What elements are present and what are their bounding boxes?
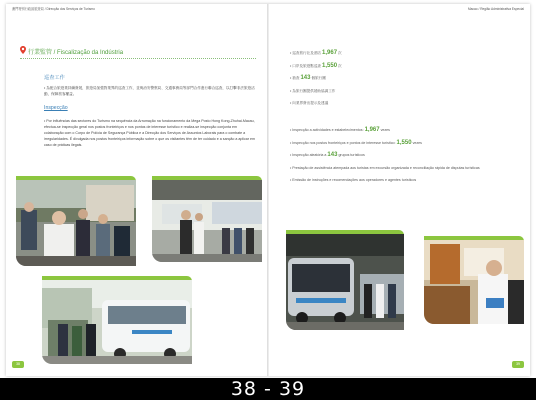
photo-bus-inspection (42, 280, 192, 364)
stat-item: • Inspecção nos postos fronteiriços e pontos de interesse turístico: 1,550 vezes (290, 139, 422, 146)
stat-item: • Inspecção aleatória a 143 grupos turísticos (290, 152, 365, 158)
left-page (6, 4, 268, 376)
stats-list-portuguese (290, 128, 518, 191)
paragraph-portuguese: • Por influências das sectores do Turismo na sequência da Arrumação na funcionamento da Mega Posto Hong Kong-Zhuhai-Macau, efectua-se inspecção geral nos postos fronteiriços e nos pontos de interesse turístico e realiza-se inspecção conjunta em colaboração com o Corpo de Polícia de Segurança Pública e a Direcção dos Serviços de Assuntos Laborais para o combate a irregularidades. É divulgada nos postos fronteiriços informação sobre o que os visitantes têm de ter cuidado e a sanção a aplicar em caso de práticas ilegais. (44, 119, 255, 147)
right-page (268, 4, 530, 376)
page-number-left: 38 (12, 361, 24, 368)
running-header-left: 澳門特別行政區旅遊局 / Direcção dos Serviços de Turismo (12, 7, 95, 11)
stat-item: • Prestação de assistência atempada aos turistas em excursão organizada e reconciliação rápida de disputas turísticas (290, 165, 480, 170)
book-spread (6, 4, 530, 376)
stat-item: • 抽查 143 個旅行團 (290, 75, 326, 81)
stat-item: • Emissão de instruções e recomendações aos operadores e agentes turísticos (290, 178, 417, 182)
spread-page-range: 38 - 39 (230, 378, 306, 400)
stat-item: • 向業界發出提示及建議 (290, 101, 329, 105)
photo-bus-terminal (286, 234, 404, 330)
running-header-right: Macao / Região Administrativa Especial (468, 7, 524, 11)
title-divider (20, 58, 256, 59)
stat-item: • 為旅行團提供援助協調工作 (290, 88, 336, 93)
stat-item: • 巡查旅行社及酒店 1,967 次 (290, 50, 342, 56)
stat-item: • Inspecção a actividades e estabelecimentos: 1,967 vezes (290, 127, 390, 133)
subhead-portuguese: Inspecção (44, 105, 68, 111)
photo-inspection-border (16, 180, 136, 266)
photo-document-check (424, 240, 524, 324)
section-title: 行業監管 / Fiscalização da Indústria (28, 50, 124, 56)
paragraph-chinese: • 為配合旅遊業持續發展，旅遊局加強對業界的巡查工作，並與治安警察局、交通事務局等部門合作進行聯合巡查，以打擊非法旅遊活動，保障旅客權益。 (44, 86, 255, 96)
page-number-right: 39 (512, 361, 524, 368)
stats-list-chinese (290, 51, 518, 114)
location-pin-icon (20, 46, 26, 54)
photo-inspection-buses (152, 180, 262, 262)
stat-item: • 口岸及旅遊點巡查 1,550 次 (290, 62, 342, 69)
subhead-chinese: 巡查工作 (44, 75, 65, 81)
